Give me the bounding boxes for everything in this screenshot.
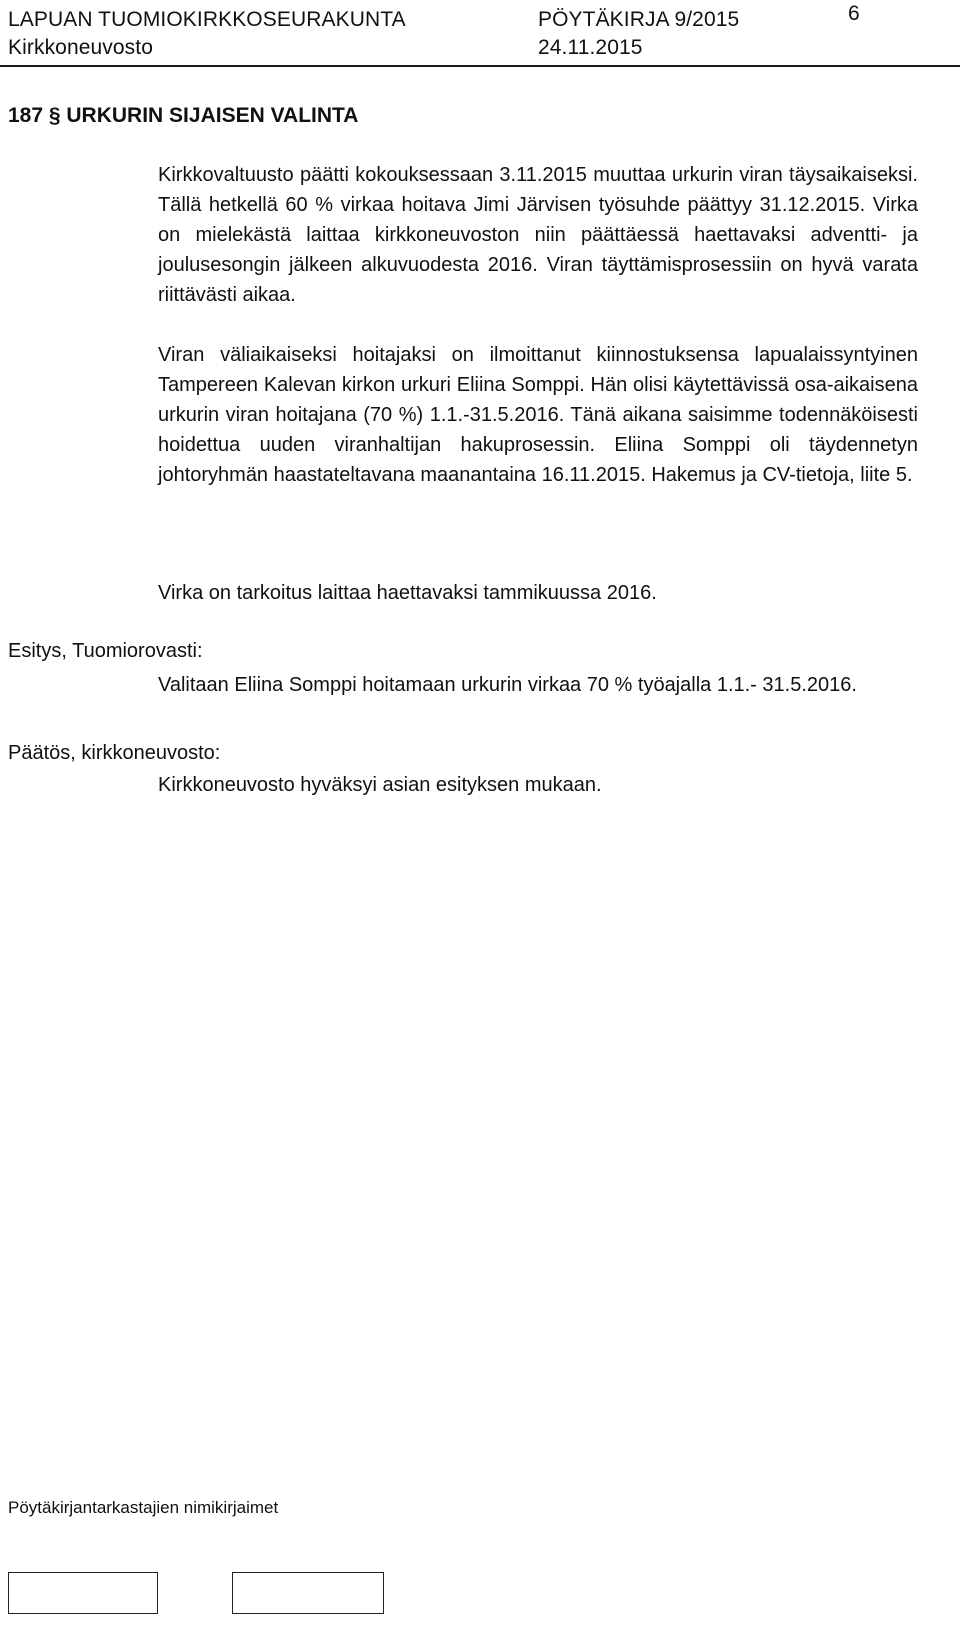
signature-box-1[interactable] <box>8 1572 158 1614</box>
proposal-label: Esitys, Tuomiorovasti: <box>8 640 203 662</box>
page-number: 6 <box>848 2 860 25</box>
signature-box-2[interactable] <box>232 1572 384 1614</box>
decision-label: Päätös, kirkkoneuvosto: <box>8 742 221 764</box>
document-number: PÖYTÄKIRJA 9/2015 <box>538 8 740 31</box>
body-name: Kirkkoneuvosto <box>8 36 153 59</box>
section-title: 187 § URKURIN SIJAISEN VALINTA <box>8 104 359 127</box>
organization-name: LAPUAN TUOMIOKIRKKOSEURAKUNTA <box>8 8 406 31</box>
proposal-text: Valitaan Eliina Somppi hoitamaan urkurin virkaa 70 % työajalla 1.1.- 31.5.2016. <box>158 674 857 696</box>
meeting-date: 24.11.2015 <box>538 36 643 59</box>
header-divider <box>0 65 960 67</box>
paragraph-candidate: Viran väliaikaiseksi hoitajaksi on ilmoittanut kiinnostuksensa lapualaissyntyinen Tampereen Kalevan kirkon urkuri Eliina Somppi. Hän olisi käytettävissä osa-aikaisena urkurin viran hoitajana (70 %) 1.1.-31.5.2016. Tänä aikana saisimme todennäköisesti hoidettua uuden viranhaltijan hakuprosessin. Eliina Somppi oli täydennetyn johtoryhmän haastateltavana maanantaina 16.11.2015. Hakemus ja CV-tietoja, liite 5. <box>158 344 918 486</box>
signatures-label: Pöytäkirjantarkastajien nimikirjaimet <box>8 1498 279 1517</box>
paragraph-background: Kirkkovaltuusto päätti kokouksessaan 3.11.2015 muuttaa urkurin viran täysaikaiseksi. Tällä hetkellä 60 % virkaa hoitava Jimi Järvisen työsuhde päättyy 31.12.2015. Virka on mielekästä laittaa kirkkoneuvoston niin päättäessä haettavaksi adventti- ja joulusesongin jälkeen alkuvuodesta 2016. Viran täyttämisprosessiin on hyvä varata riittävästi aikaa. <box>158 164 918 306</box>
decision-text: Kirkkoneuvosto hyväksyi asian esityksen mukaan. <box>158 774 602 796</box>
paragraph-schedule: Virka on tarkoitus laittaa haettavaksi tammikuussa 2016. <box>158 582 657 604</box>
